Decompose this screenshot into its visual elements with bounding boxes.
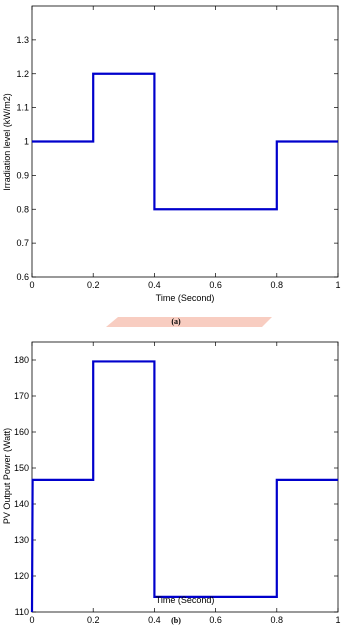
y-tick-label: 130: [13, 535, 29, 545]
chart-a-ylabel: Irradiation level (kW/m2): [2, 93, 12, 191]
y-tick-label: 0.6: [16, 272, 29, 282]
y-tick-label: 150: [13, 463, 29, 473]
x-tick-label: 0: [29, 615, 35, 625]
y-tick-label: 0.7: [16, 238, 29, 249]
x-tick-label: 1: [335, 280, 341, 290]
y-tick-label: 180: [13, 355, 29, 365]
x-tick-label: 0.6: [209, 280, 222, 290]
x-tick-label: 0.8: [270, 615, 284, 625]
x-tick-label: 0.4: [148, 280, 161, 290]
x-tick-label: 0.2: [86, 615, 100, 625]
x-tick-label: 0.4: [148, 615, 161, 625]
chart-b-caption: (b): [171, 616, 181, 625]
chart-b: [2, 342, 341, 625]
chart-a: [2, 6, 341, 326]
chart-b-ylabel: PV Output Power (Watt): [2, 427, 12, 525]
y-tick-label: 1.3: [16, 34, 29, 45]
x-tick-label: 0.2: [86, 280, 100, 290]
y-tick-label: 140: [13, 499, 29, 509]
y-tick-label: 0.9: [16, 170, 29, 181]
watermark-logo: [106, 317, 272, 327]
chart-a-caption: (a): [171, 317, 181, 326]
chart-b-plot-area: [32, 342, 338, 612]
y-tick-label: 170: [13, 391, 29, 401]
y-tick-label: 110: [14, 607, 29, 617]
x-tick-label: 1: [335, 615, 341, 625]
y-tick-label: 1.1: [16, 102, 29, 113]
x-tick-label: 0: [29, 280, 35, 290]
x-tick-label: 0.8: [270, 280, 284, 290]
y-tick-label: 120: [13, 571, 29, 581]
y-tick-label: 0.8: [16, 204, 29, 215]
x-tick-label: 0.6: [209, 615, 222, 625]
chart-b-xlabel: Time (Second): [155, 595, 215, 605]
chart-a-xlabel: Time (Second): [155, 293, 215, 303]
y-tick-label: 1.2: [16, 68, 29, 79]
y-tick-label: 1: [23, 136, 29, 147]
y-tick-label: 160: [13, 427, 29, 437]
